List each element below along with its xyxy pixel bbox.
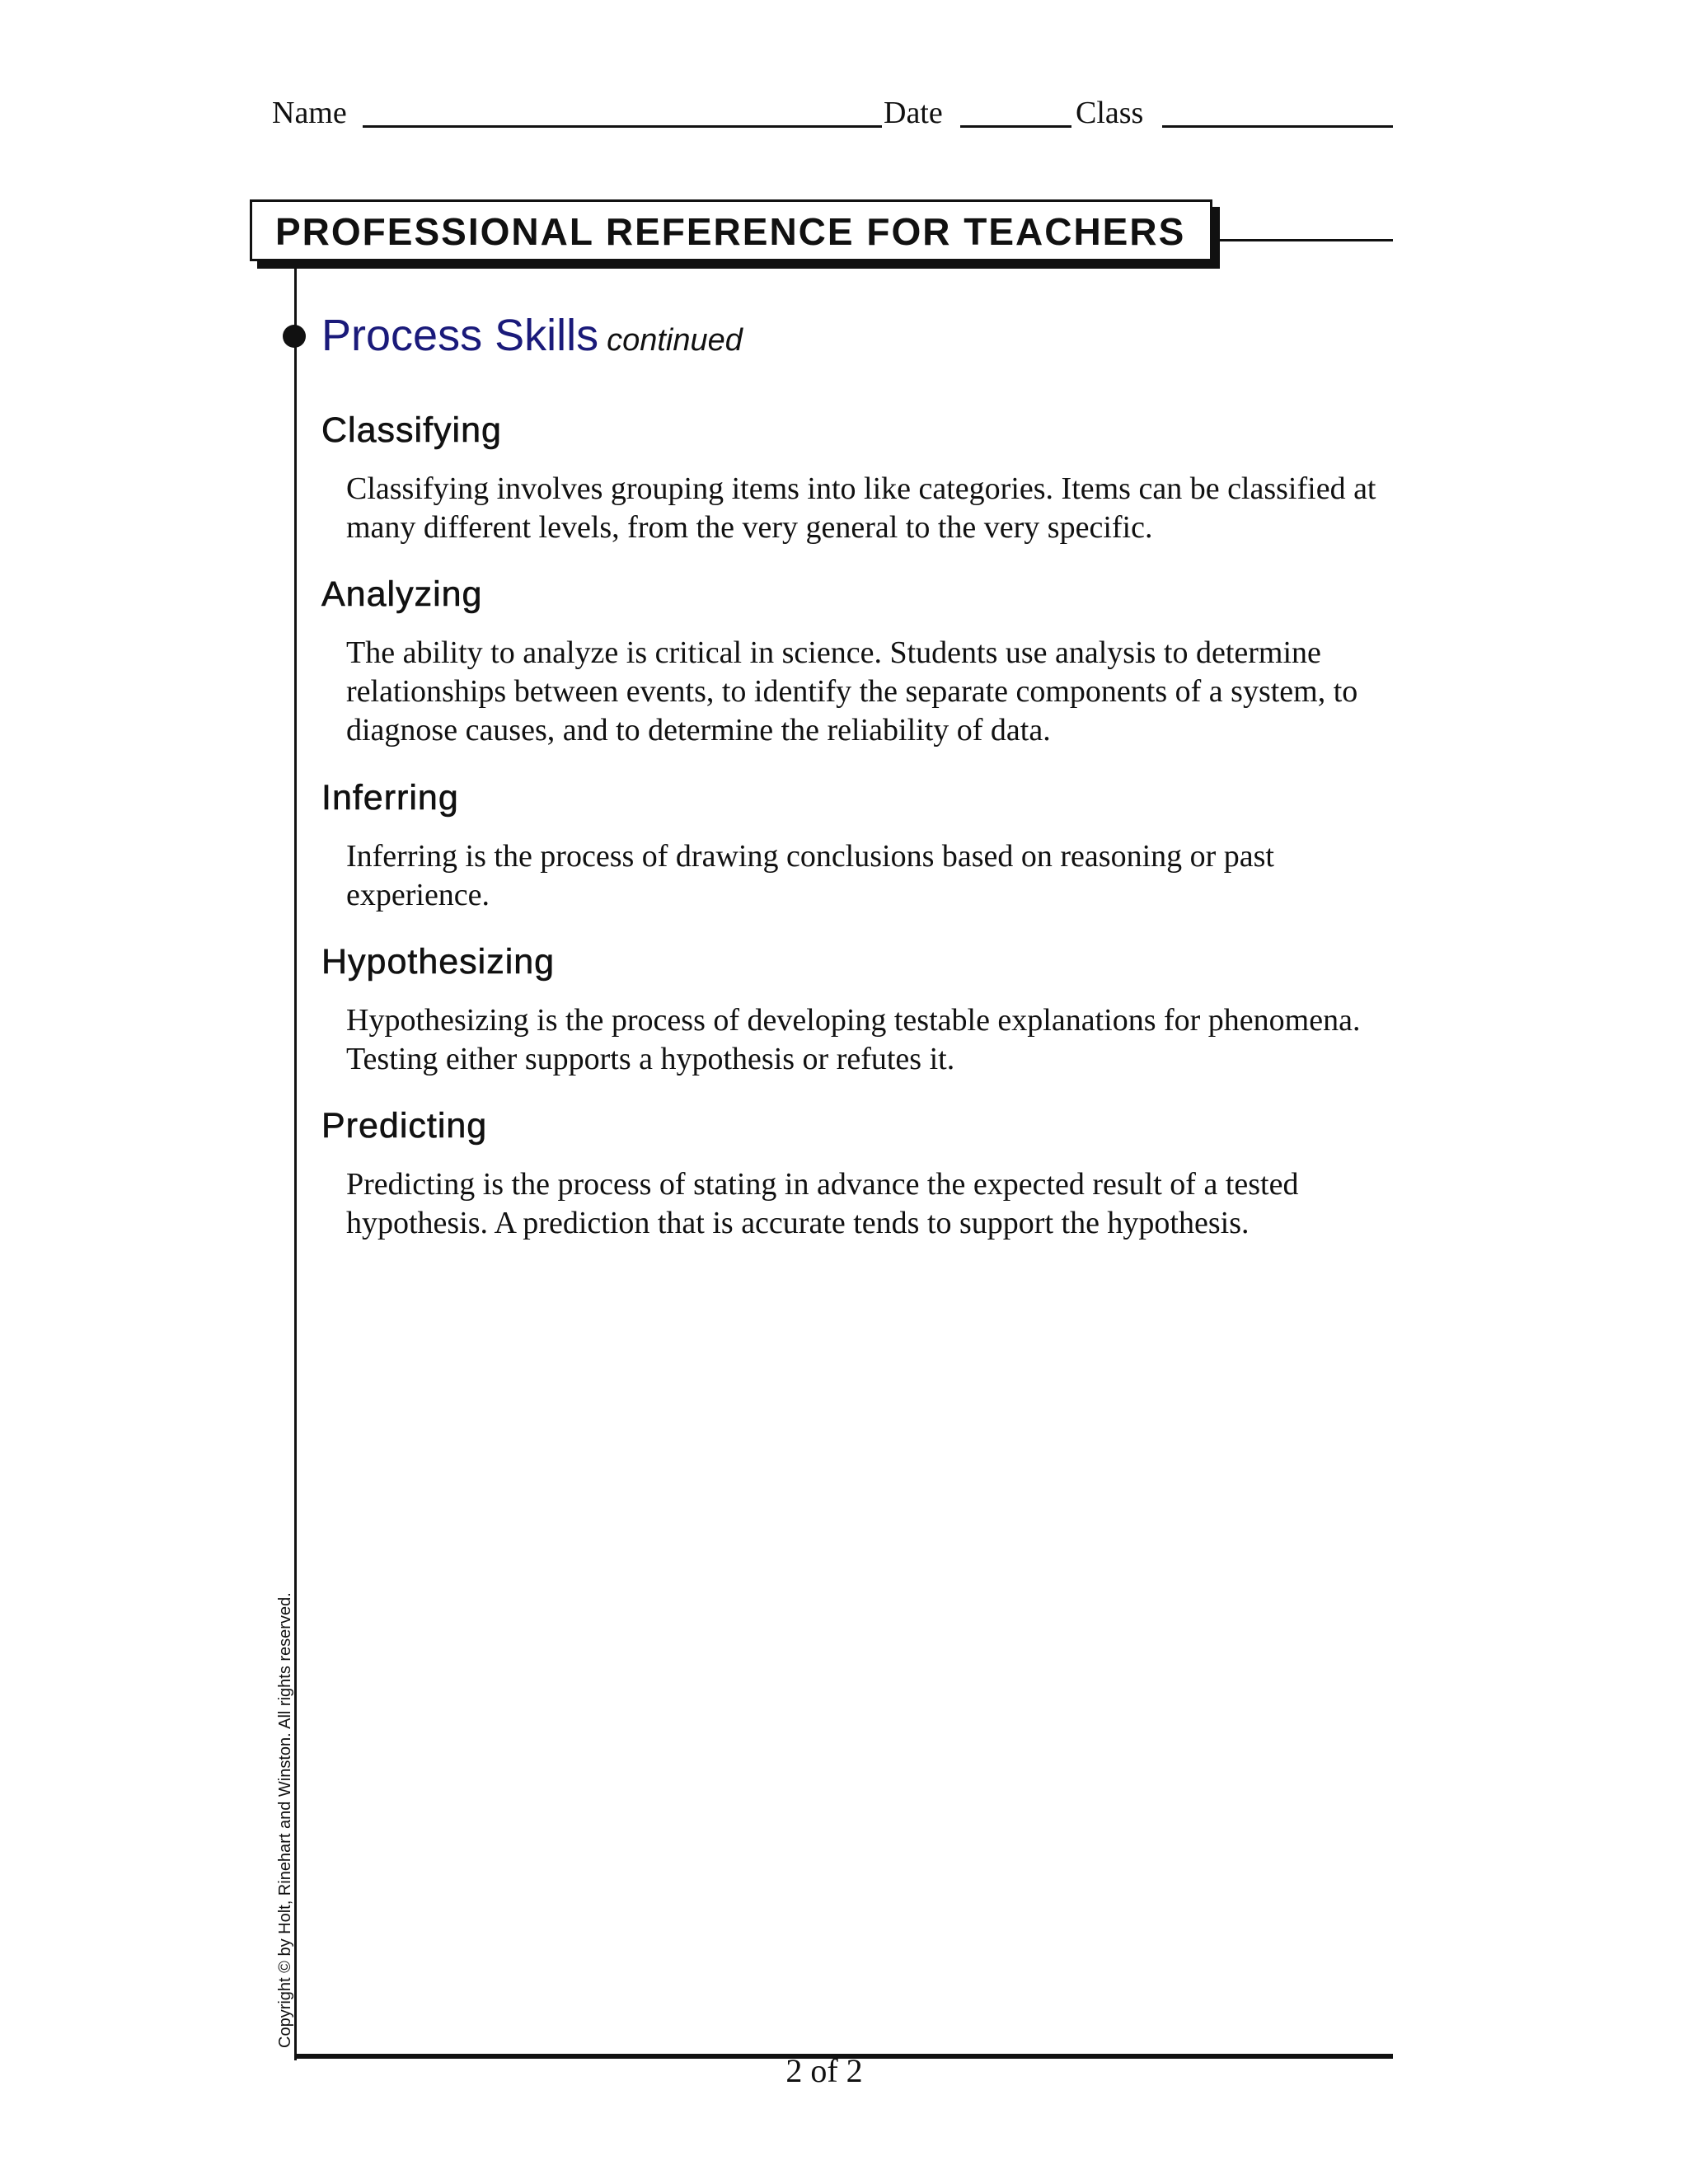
date-label: Date	[884, 96, 943, 130]
class-label: Class	[1076, 96, 1144, 130]
skill-description: Inferring is the process of drawing conclusions based on reasoning or past experience.	[346, 839, 1274, 912]
page-number: 2 of 2	[785, 2052, 863, 2089]
name-blank-line[interactable]	[363, 125, 882, 128]
date-blank-line[interactable]	[960, 125, 1071, 128]
banner-title: PROFESSIONAL REFERENCE FOR TEACHERS	[275, 210, 1186, 253]
skill-heading: Classifying	[321, 410, 502, 450]
skill-block-hypothesizing	[321, 939, 1401, 1079]
section-title: Process Skills	[321, 311, 599, 360]
skill-description: Predicting is the process of stating in advance the expected result of a tested hypothesis. A prediction that is accurate tends to support the hypothesis.	[346, 1167, 1299, 1240]
copyright-notice: Copyright © by Holt, Rinehart and Winston. All rights reserved.	[276, 1592, 294, 2048]
skill-block-predicting	[321, 1103, 1401, 1243]
skill-heading: Predicting	[321, 1106, 488, 1146]
reference-banner	[250, 199, 1212, 261]
section-subtitle: continued	[607, 323, 743, 358]
skill-block-classifying	[321, 407, 1401, 547]
skill-block-analyzing	[321, 571, 1401, 750]
class-blank-line[interactable]	[1162, 125, 1393, 128]
skill-description: The ability to analyze is critical in science. Students use analysis to determine relationships between events, to identify the separate components of a system, to diagnose causes, and to determine the reliability of data.	[346, 635, 1358, 748]
banner-rule	[1220, 239, 1393, 241]
bullet-dot	[283, 325, 306, 348]
skill-heading: Hypothesizing	[321, 942, 556, 982]
skill-heading: Analyzing	[321, 574, 483, 614]
section-heading	[321, 310, 743, 361]
skill-block-inferring	[321, 775, 1401, 915]
student-info-row	[272, 92, 1393, 134]
skill-description: Hypothesizing is the process of developing testable explanations for phenomena. Testing either supports a hypothesis or refutes it.	[346, 1003, 1361, 1076]
skill-heading: Inferring	[321, 778, 459, 818]
skill-description: Classifying involves grouping items into like categories. Items can be classified at many different levels, from the very general to the very specific.	[346, 471, 1376, 545]
name-label: Name	[272, 96, 347, 130]
